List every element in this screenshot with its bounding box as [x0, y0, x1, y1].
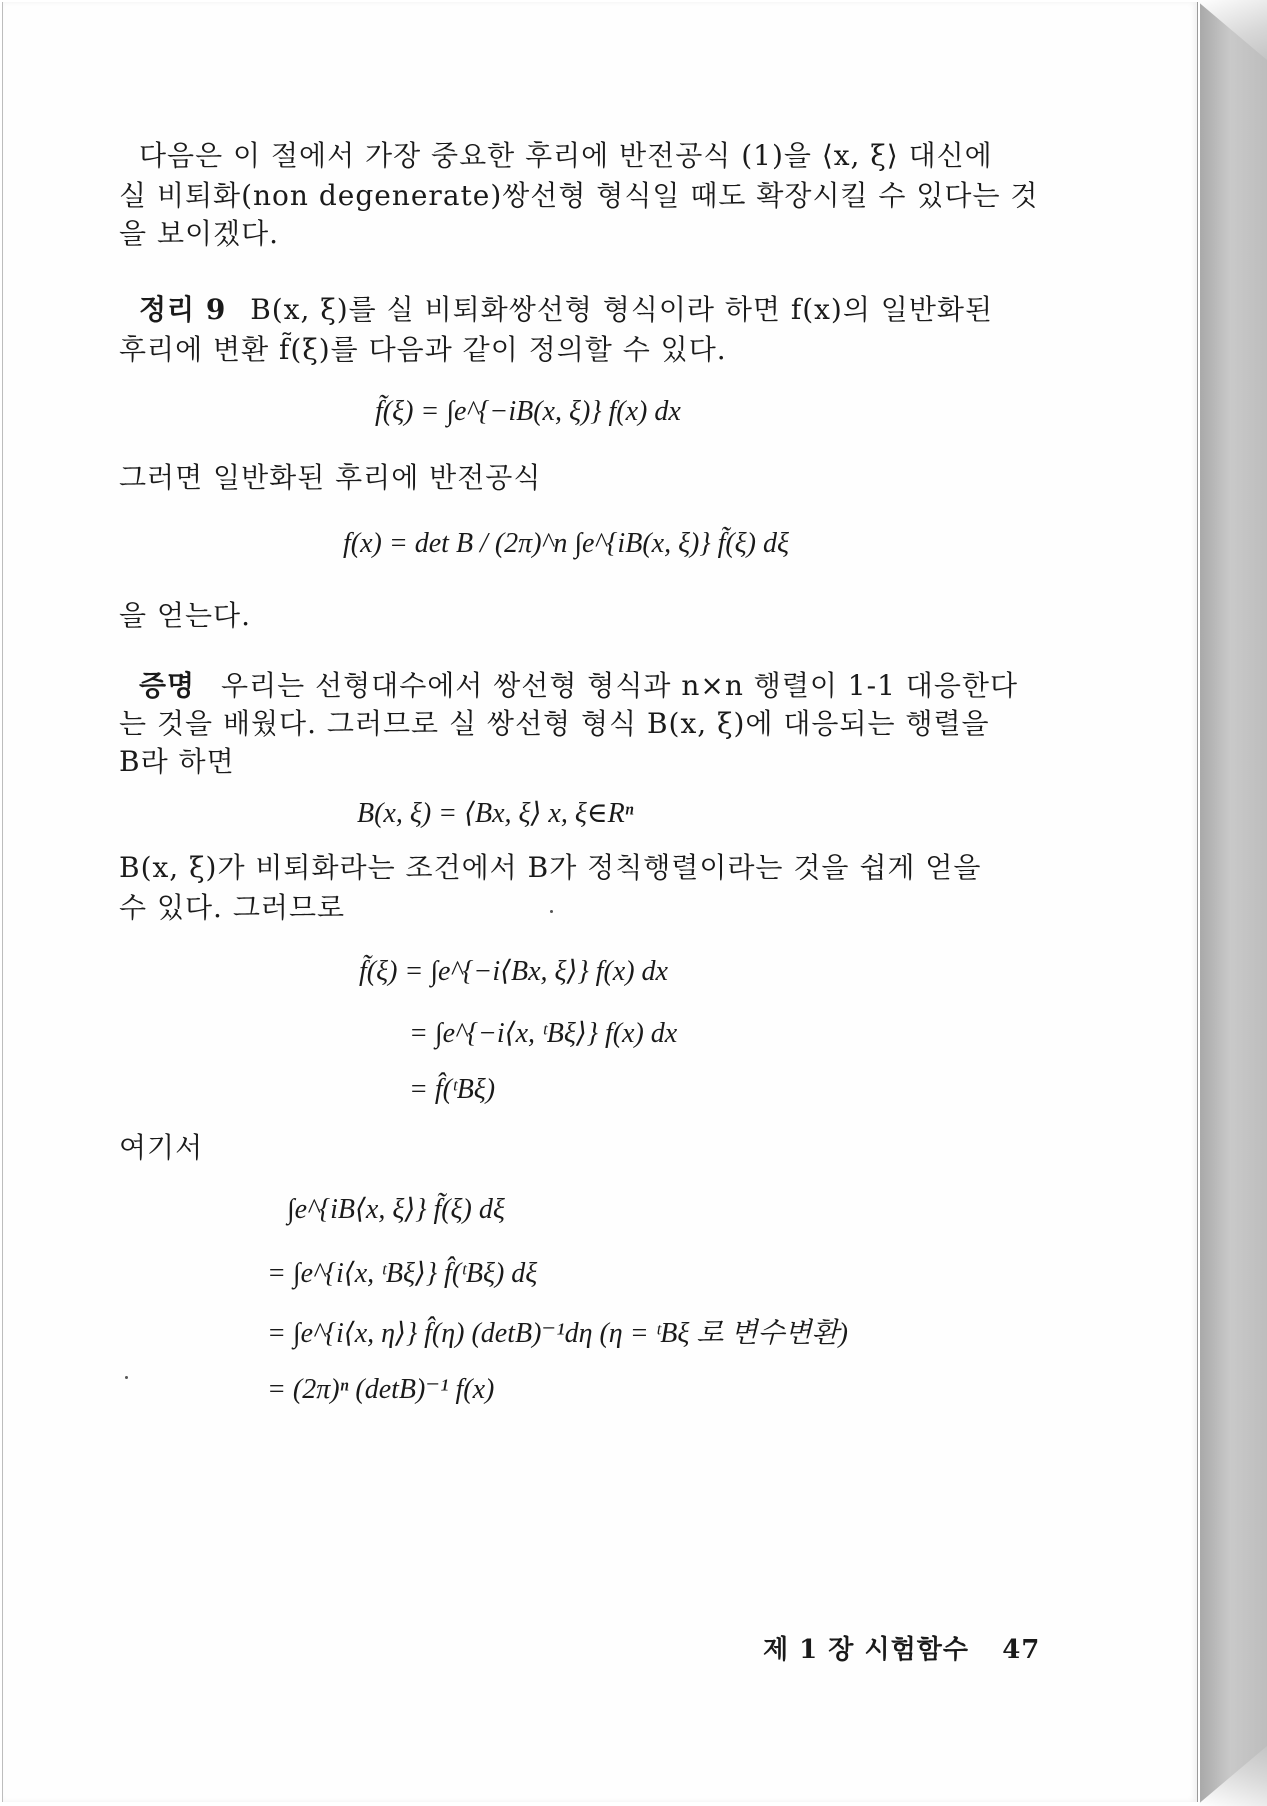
theorem-line2: 후리에 변환 f̃(ξ)를 다음과 같이 정의할 수 있다. — [119, 333, 727, 366]
book-page — [2, 2, 1198, 1802]
proof-text1: 우리는 선형대수에서 쌍선형 형식과 n×n 행렬이 1-1 대응한다 — [221, 669, 1018, 702]
paragraph1-line2: 실 비퇴화(non degenerate)쌍선형 형식일 때도 확장시킬 수 있다는 것 — [119, 179, 1039, 212]
equation-bilinear: B(x, ξ) = ⟨Bx, ξ⟩ x, ξ∈Rⁿ — [357, 798, 634, 829]
page-number: 47 — [1002, 1635, 1041, 1665]
proof-line3: B라 하면 — [119, 745, 235, 778]
proof-label: 증명 — [139, 669, 196, 702]
proof-line1 — [139, 668, 1018, 704]
equation-final-1: ∫e^{iB⟨x, ξ⟩} f̃(ξ) dξ — [287, 1194, 505, 1225]
equation-chain-3: = f̂(ᵗBξ) — [409, 1074, 496, 1105]
footer-chapter: 제 1 장 시험함수 — [763, 1635, 969, 1665]
equation-chain-1: f̃(ξ) = ∫e^{−i⟨Bx, ξ⟩} f(x) dx — [359, 956, 668, 987]
print-speck — [125, 1376, 128, 1379]
equation-final-2: = ∫e^{i⟨x, ᵗBξ⟩} f̂(ᵗBξ) dξ — [267, 1258, 538, 1289]
page-footer — [763, 1634, 1040, 1666]
equation-definition: f̃(ξ) = ∫e^{−iB(x, ξ)} f(x) dx — [375, 396, 681, 427]
print-speck — [550, 910, 553, 913]
obtain-text: 을 얻는다. — [119, 599, 251, 632]
theorem-line1 — [139, 292, 993, 328]
here-text: 여기서 — [119, 1131, 204, 1164]
equation-final-4: = (2π)ⁿ (detB)⁻¹ f(x) — [267, 1374, 495, 1405]
theorem-label: 정리 9 — [139, 293, 227, 326]
paragraph1-line3: 을 보이겠다. — [119, 217, 280, 250]
book-spine-side — [1200, 0, 1267, 1806]
nondegenerate-line2: 수 있다. 그러므로 — [119, 891, 346, 924]
then-text: 그러면 일반화된 후리에 반전공식 — [119, 461, 542, 494]
paragraph1-line1: 다음은 이 절에서 가장 중요한 후리에 반전공식 (1)을 ⟨x, ξ⟩ 대신에 — [139, 139, 993, 172]
nondegenerate-line1: B(x, ξ)가 비퇴화라는 조건에서 B가 정칙행렬이라는 것을 쉽게 얻을 — [119, 851, 982, 884]
proof-line2: 는 것을 배웠다. 그러므로 실 쌍선형 형식 B(x, ξ)에 대응되는 행렬을 — [119, 707, 990, 740]
theorem-text1: B(x, ξ)를 실 비퇴화쌍선형 형식이라 하면 f(x)의 일반화된 — [250, 293, 993, 326]
equation-inverse: f(x) = det B / (2π)^n ∫e^{iB(x, ξ)} f̃(ξ) dξ — [343, 528, 789, 559]
equation-final-3: = ∫e^{i⟨x, η⟩} f̂(η) (detB)⁻¹dη (η = ᵗBξ 로 변수변환) — [267, 1318, 848, 1349]
equation-chain-2: = ∫e^{−i⟨x, ᵗBξ⟩} f(x) dx — [409, 1018, 678, 1049]
